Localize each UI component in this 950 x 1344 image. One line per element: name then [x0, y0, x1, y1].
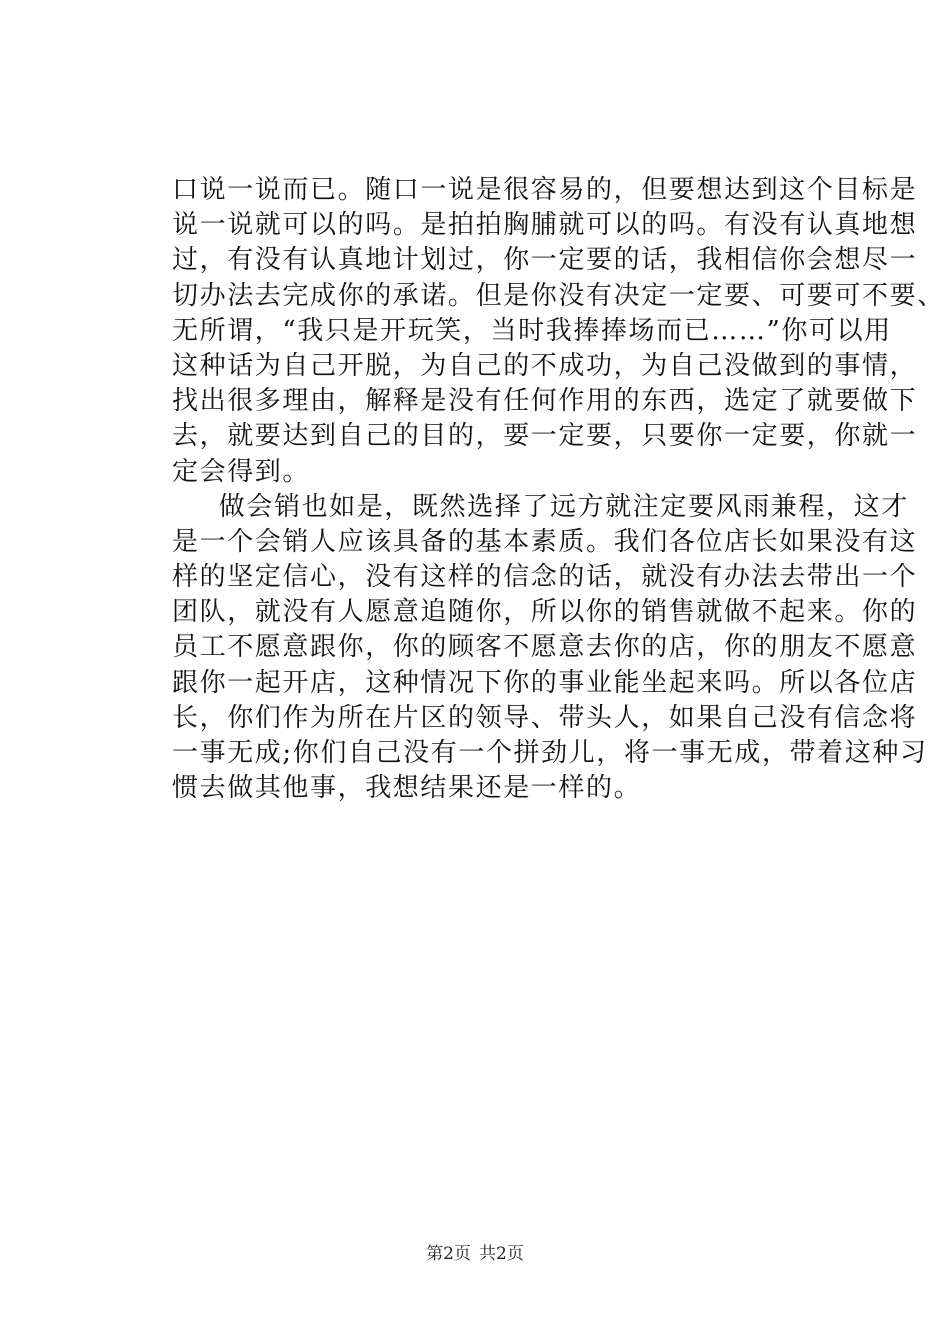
text-line: 团队，就没有人愿意追随你，所以你的销售就做不起来。你的 [172, 597, 918, 628]
text-line: 这种话为自己开脱，为自己的不成功，为自己没做到的事情， [172, 350, 918, 381]
text-line: 过，有没有认真地计划过，你一定要的话，我相信你会想尽一 [172, 245, 918, 276]
text-line: 惯去做其他事，我想结果还是一样的。 [172, 773, 642, 804]
text-line: 定会得到。 [172, 456, 311, 487]
text-line: 是一个会销人应该具备的基本素质。我们各位店长如果没有这 [172, 526, 918, 557]
page-footer [0, 1242, 950, 1266]
paragraph-1 [172, 173, 945, 490]
text-line: 切办法去完成你的承诺。但是你没有决定一定要、可要可不要、 [172, 280, 945, 311]
text-line: 长，你们作为所在片区的领导、带头人，如果自己没有信念将 [172, 702, 918, 733]
text-line-indented: 做会销也如是，既然选择了远方就注定要风雨兼程，这才 [218, 491, 909, 522]
document-body [172, 173, 945, 806]
text-line: 去，就要达到自己的目的，要一定要，只要你一定要，你就一 [172, 421, 918, 452]
text-line: 跟你一起开店，这种情况下你的事业能坐起来吗。所以各位店 [172, 667, 918, 698]
text-line: 找出很多理由，解释是没有任何作用的东西，选定了就要做下 [172, 386, 918, 417]
page-total: 共2页 [479, 1244, 524, 1264]
paragraph-2 [172, 490, 928, 807]
text-line: 口说一说而已。随口一说是很容易的，但要想达到这个目标是 [172, 175, 918, 205]
text-line: 员工不愿意跟你，你的顾客不愿意去你的店，你的朋友不愿意 [172, 632, 918, 663]
text-line: 说一说就可以的吗。是拍拍胸脯就可以的吗。有没有认真地想 [172, 210, 918, 241]
text-line: 样的坚定信心，没有这样的信念的话，就没有办法去带出一个 [172, 562, 918, 593]
text-line: 无所谓，“我只是开玩笑，当时我捧捧场而已……”你可以用 [172, 315, 892, 346]
page-number: 第2页 [426, 1244, 471, 1264]
text-line: 一事无成;你们自己没有一个拼劲儿，将一事无成，带着这种习 [172, 738, 928, 768]
